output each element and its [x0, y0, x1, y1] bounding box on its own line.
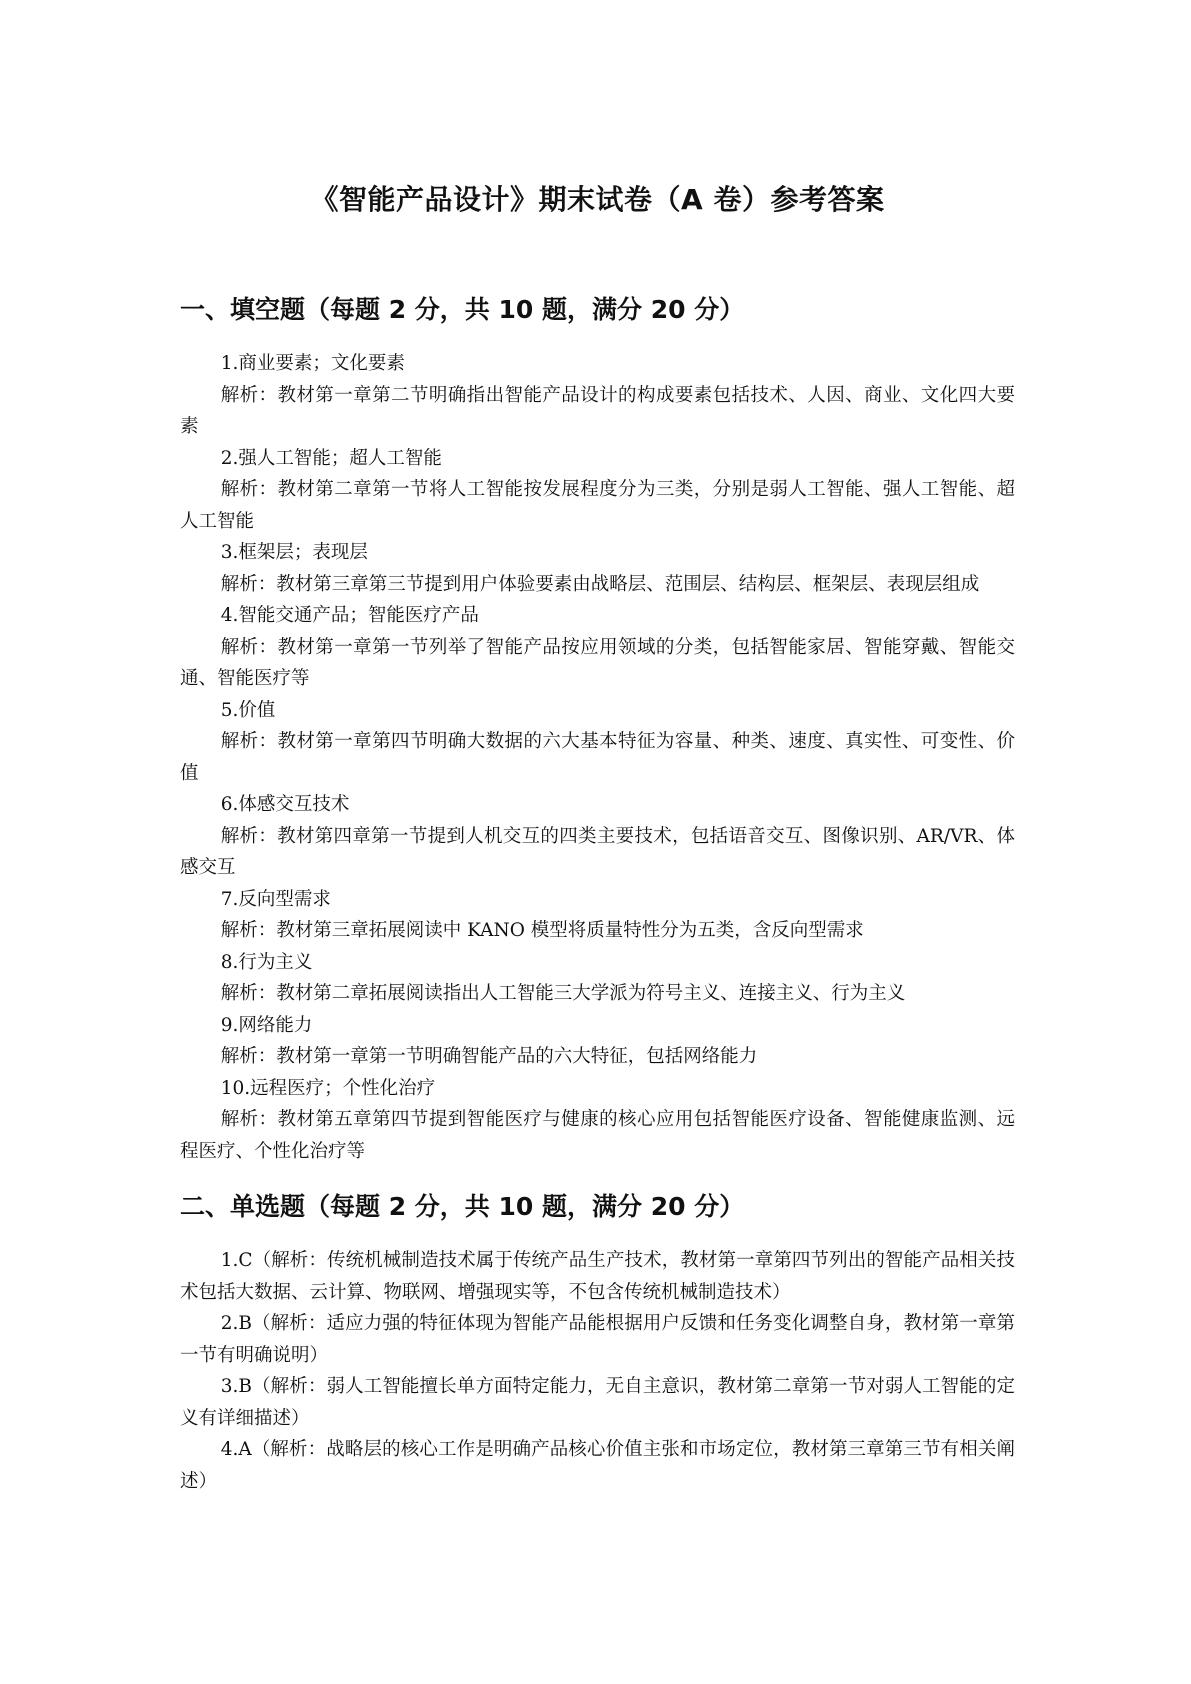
analysis-item: 解析：教材第一章第一节列举了智能产品按应用领域的分类，包括智能家居、智能穿戴、智能交通、智能医疗等 [180, 636, 1015, 689]
analysis-item: 解析：教材第五章第四节提到智能医疗与健康的核心应用包括智能医疗设备、智能健康监测、远程医疗、个性化治疗等 [180, 1109, 1015, 1162]
answer-item: 1.商业要素；文化要素 [220, 353, 405, 374]
answer-item: 7.反向型需求 [220, 888, 331, 910]
document-page [180, 180, 1015, 1497]
answer-item: 2.强人工智能；超人工智能 [220, 447, 442, 469]
single-choice-answers [180, 1245, 1015, 1497]
choice-answer-item: 2.B（解析：适应力强的特征体现为智能产品能根据用户反馈和任务变化调整自身，教材第一章第一节有明确说明） [180, 1313, 1015, 1366]
choice-answer-item: 3.B（解析：弱人工智能擅长单方面特定能力，无自主意识，教材第二章第一节对弱人工智能的定义有详细描述） [180, 1376, 1015, 1429]
analysis-item: 解析：教材第二章第一节将人工智能按发展程度分为三类，分别是弱人工智能、强人工智能、超人工智能 [180, 479, 1015, 532]
section-heading-single-choice: 二、单选题（每题 2 分，共 10 题，满分 20 分） [180, 1192, 745, 1221]
answer-item: 6.体感交互技术 [220, 794, 350, 815]
document-title: 《智能产品设计》期末试卷（A 卷）参考答案 [310, 183, 885, 216]
section-heading-fill-in-blank: 一、填空题（每题 2 分，共 10 题，满分 20 分） [180, 295, 745, 324]
analysis-item: 解析：教材第一章第二节明确指出智能产品设计的构成要素包括技术、人因、商业、文化四大要素 [180, 384, 1015, 437]
fill-in-blank-section [180, 292, 1015, 1167]
single-choice-section [180, 1189, 1015, 1497]
answer-item: 4.智能交通产品；智能医疗产品 [220, 605, 479, 626]
analysis-item: 解析：教材第二章拓展阅读指出人工智能三大学派为符号主义、连接主义、行为主义 [220, 983, 906, 1004]
choice-answer-item: 1.C（解析：传统机械制造技术属于传统产品生产技术，教材第一章第四节列出的智能产品相关技术包括大数据、云计算、物联网、增强现实等，不包含传统机械制造技术） [180, 1250, 1015, 1303]
analysis-item: 解析：教材第一章第四节明确大数据的六大基本特征为容量、种类、速度、真实性、可变性、价值 [180, 731, 1015, 784]
analysis-item: 解析：教材第三章第三节提到用户体验要素由战略层、范围层、结构层、框架层、表现层组成 [220, 573, 980, 595]
answer-item: 9.网络能力 [220, 1014, 313, 1036]
choice-answer-item: 4.A（解析：战略层的核心工作是明确产品核心价值主张和市场定位，教材第三章第三节有相关阐述） [180, 1439, 1015, 1492]
analysis-item: 解析：教材第一章第一节明确智能产品的六大特征，包括网络能力 [220, 1046, 758, 1067]
fill-in-blank-answers [180, 348, 1015, 1167]
analysis-item: 解析：教材第三章拓展阅读中 KANO 模型将质量特性分为五类，含反向型需求 [220, 920, 864, 941]
answer-item: 10.远程医疗；个性化治疗 [220, 1077, 436, 1099]
answer-item: 5.价值 [220, 699, 276, 721]
analysis-item: 解析：教材第四章第一节提到人机交互的四类主要技术，包括语音交互、图像识别、AR/VR、体感交互 [180, 825, 1015, 878]
answer-item: 3.框架层；表现层 [220, 542, 368, 563]
answer-item: 8.行为主义 [220, 951, 313, 973]
